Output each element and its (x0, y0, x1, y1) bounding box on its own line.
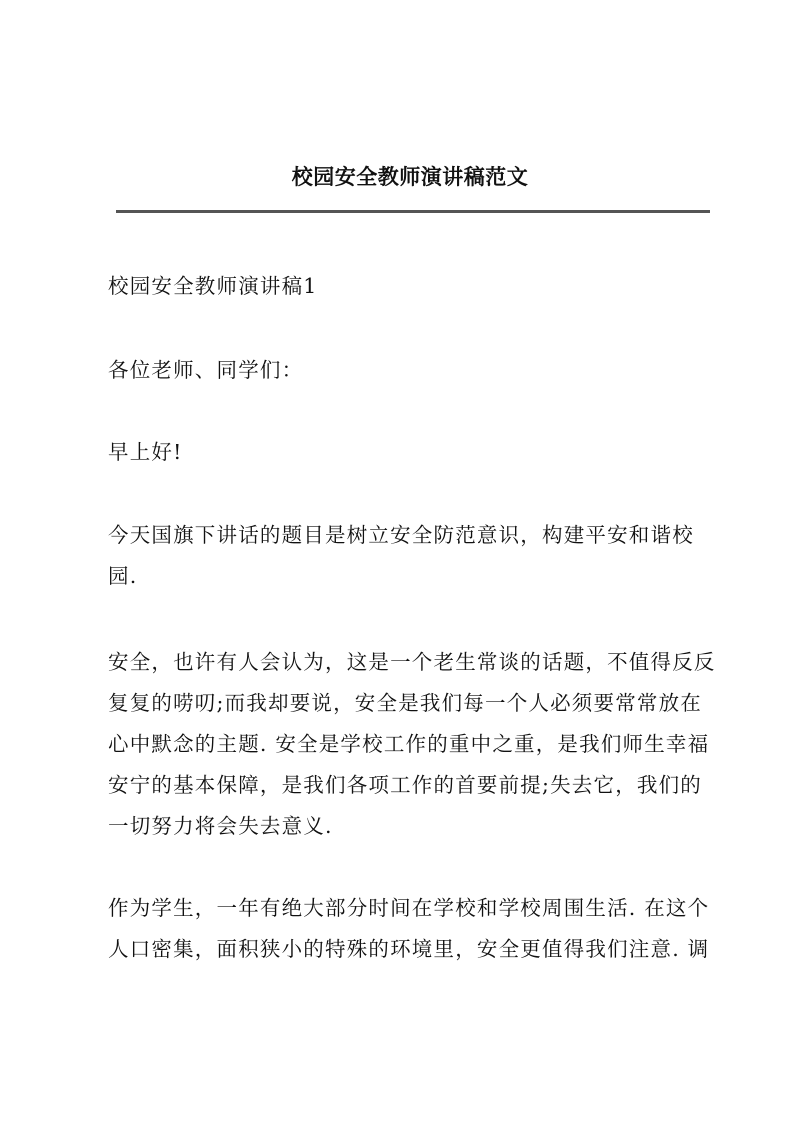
section-heading-text: 校园安全教师演讲稿1 (108, 274, 318, 298)
title-divider (116, 210, 710, 213)
greeting-text: 早上好! (108, 440, 183, 464)
paragraph-student (108, 888, 710, 970)
paragraph-line: 今天国旗下讲话的题目是树立安全防范意识，构建平安和谐校 (108, 523, 694, 547)
paragraph-line: 安全，也许有人会认为，这是一个老生常谈的话题，不值得反反 (108, 650, 716, 674)
paragraph-line: 人口密集，面积狭小的特殊的环境里，安全更值得我们注意. 调 (108, 937, 710, 961)
paragraph-line: 心中默念的主题. 安全是学校工作的重中之重，是我们师生幸福 (108, 732, 710, 756)
paragraph-safety (108, 642, 716, 847)
paragraph-line: 园. (108, 564, 138, 588)
document-title: 校园安全教师演讲稿范文 (291, 164, 529, 189)
paragraph-line: 作为学生，一年有绝大部分时间在学校和学校周围生活. 在这个 (108, 896, 710, 920)
salutation (108, 350, 710, 391)
paragraph-line: 复复的唠叨;而我却要说，安全是我们每一个人必须要常常放在 (108, 691, 703, 715)
salutation-text: 各位老师、同学们： (108, 358, 304, 382)
paragraph-line: 一切努力将会失去意义. (108, 814, 333, 838)
section-heading (108, 266, 710, 307)
paragraph-topic (108, 515, 710, 597)
paragraph-line: 安宁的基本保障，是我们各项工作的首要前提;失去它，我们的 (108, 773, 703, 797)
greeting (108, 432, 710, 473)
